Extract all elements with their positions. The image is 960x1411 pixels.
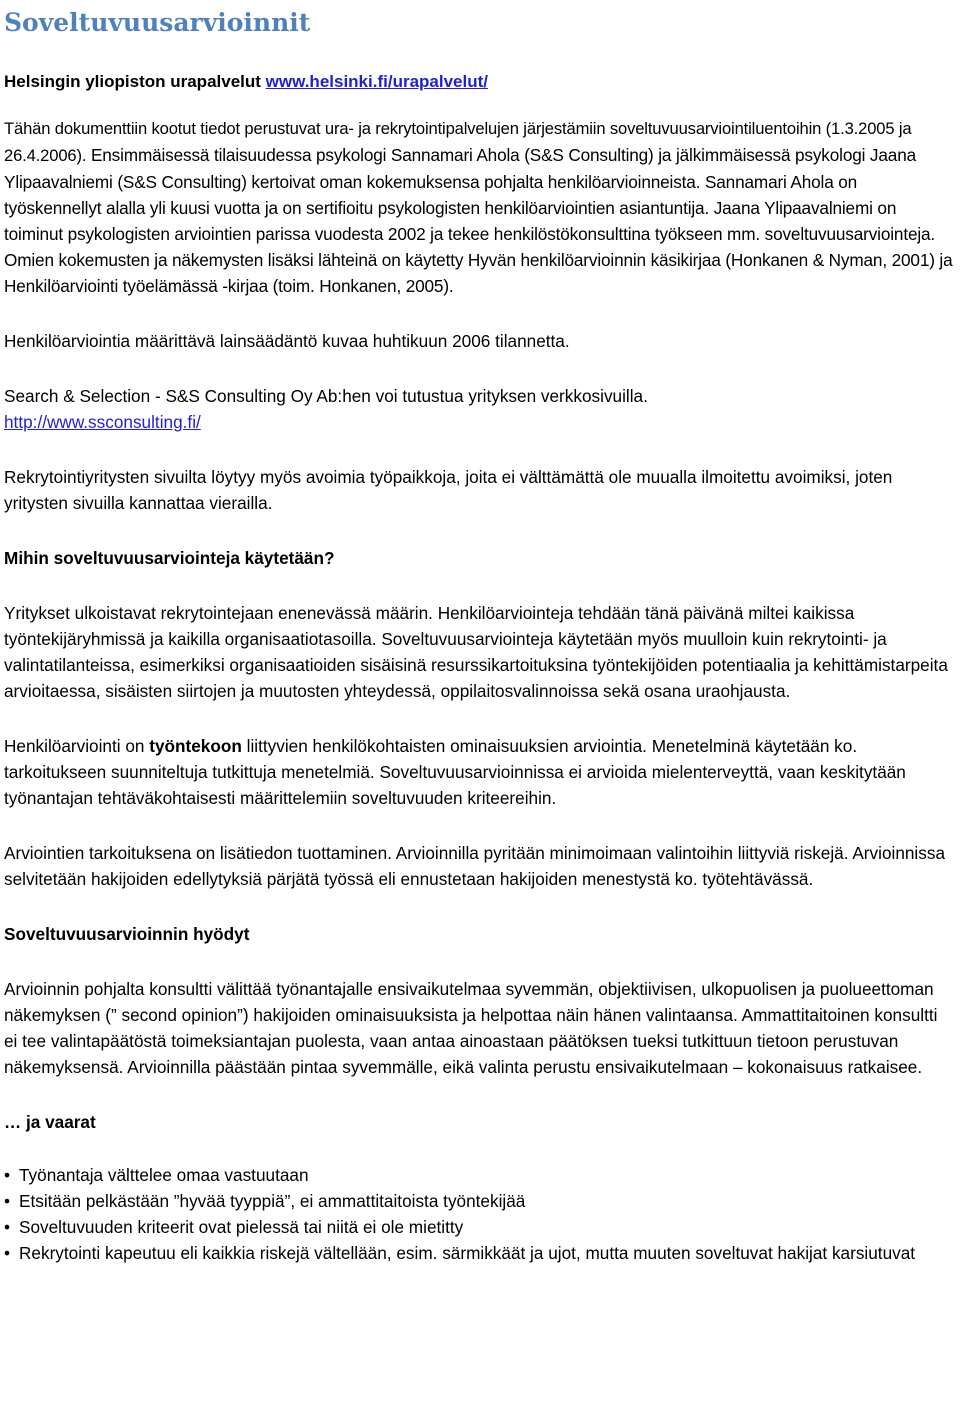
list-item	[4, 1214, 954, 1240]
risk-item-text: Työnantaja välttelee omaa vastuutaan	[19, 1165, 309, 1185]
p2-after: liittyvien henkilökohtaisten ominaisuuksien arviointia. Menetelminä käytetään ko. tarkoitukseen suunniteltuja tutkittuja menetelmiä. Soveltuvuusarvioinnissa ei arvioida mielenterveyttä, vaan keskitytään työnantajan tehtäväkohtaisesti määrittelemiin soveltuvuuden kriteereihin.	[4, 736, 906, 808]
list-item	[4, 1240, 954, 1266]
intro-paragraph	[4, 115, 954, 299]
source-url-link[interactable]: www.helsinki.fi/urapalvelut/	[265, 72, 488, 91]
bullet-icon: •	[4, 1217, 11, 1237]
p2-bold-term: työntekoon	[149, 736, 242, 756]
company-text: Search & Selection - S&S Consulting Oy Ab:hen voi tutustua yrityksen verkkosivuilla.	[4, 386, 648, 406]
source-org: Helsingin yliopiston urapalvelut	[4, 72, 261, 91]
legislation-paragraph: Henkilöarviointia määrittävä lainsäädäntö kuvaa huhtikuun 2006 tilannetta.	[4, 331, 570, 351]
section-why-paragraph-2	[4, 733, 954, 811]
bullet-icon: •	[4, 1243, 11, 1263]
section-why-paragraph-1: Yritykset ulkoistavat rekrytointejaan enenevässä määrin. Henkilöarviointeja tehdään tänä päivänä miltei kaikissa työntekijäryhmissä ja kaikilla organisaatiotasoilla. Soveltuvuusarviointeja käytetään myös muulloin kuin rekrytointi- ja valintatilanteissa, esimerkiksi organisaatioiden sisäisinä resurssikartoituksina työntekijöiden potentiaalia ja kehittämistarpeita arvioitaessa, sisäisten siirtojen ja muutosten yhteydessä, oppilaitosvalinnoissa sekä osana uraohjausta.	[4, 603, 948, 701]
section-why-paragraph-3: Arviointien tarkoituksena on lisätiedon tuottaminen. Arvioinnilla pyritään minimoimaan valintoihin liittyviä riskejä. Arvioinnissa selvitetään hakijoiden edellytyksiä pärjätä työssä eli ennustetaan hakijoiden menestystä ko. työtehtävässä.	[4, 843, 945, 889]
intro-part2: Ensimmäisessä tilaisuudessa psykologi Sannamari Ahola (S&S Consulting) ja jälkimmäisessä psykologi Jaana Ylipaavalniemi (S&S Consulting) kertoivat oman kokemuksensa pohjalta henkilöarvioinneista. Sannamari Ahola on työskennellyt alalla yli kuusi vuotta ja on sertifioitu psykologisten henkilöarviointien asiantuntija. Jaana Ylipaavalniemi on toiminut psykologisten arviointien parissa vuodesta 2002 ja tekee henkilöstökonsulttina työkseen mm. soveltuvuusarviointeja. Omien kokemusten ja näkemysten lisäksi lähteinä on käytetty Hyvän henkilöarvioinnin käsikirjaa (Honkanen & Nyman, 2001) ja Henkilöarviointi työelämässä -kirjaa (toim. Honkanen, 2005).	[4, 145, 953, 296]
recruitment-paragraph: Rekrytointiyritysten sivuilta löytyy myös avoimia työpaikkoja, joita ei välttämättä ole muualla ilmoitettu avoimiksi, joten yritysten sivuilla kannattaa vierailla.	[4, 467, 893, 513]
company-url-link[interactable]: http://www.ssconsulting.fi/	[4, 412, 201, 432]
section-benefits-paragraph: Arvioinnin pohjalta konsultti välittää työnantajalle ensivaikutelmaa syvemmän, objektiivisen, ulkopuolisen ja puolueettoman näkemyksen (” second opinion”) hakijoiden ominaisuuksista ja helpottaa näin hänen valintaansa. Ammattitaitoinen konsultti ei tee valintapäätöstä toimeksiantajan puolesta, vaan antaa ainoastaan päätöksen tueksi tutkittuun tietoon perustuvan näkemyksensä. Arvioinnilla päästään pintaa syvemmälle, eikä valinta perustu ensivaikutelmaan – kokonaisuus ratkaisee.	[4, 979, 938, 1077]
company-paragraph	[4, 383, 954, 435]
risk-item-text: Etsitään pelkästään ”hyvää tyyppiä”, ei ammattitaitoista työntekijää	[19, 1191, 526, 1211]
page-title: Soveltuvuusarvioinnit	[4, 8, 311, 37]
source-line	[4, 69, 954, 95]
p2-before: Henkilöarviointi on	[4, 736, 150, 756]
intro-part1: Tähän dokumenttiin kootut tiedot perustuvat ura- ja rekrytointipalvelujen järjestämiin soveltuvuusarviointiluentoihin (1.3.2005 ja 26.4.2006).	[4, 119, 912, 165]
bullet-icon: •	[4, 1165, 11, 1185]
section-risks-heading: … ja vaarat	[4, 1112, 96, 1132]
list-item	[4, 1162, 954, 1188]
risk-item-text: Rekrytointi kapeutuu eli kaikkia riskejä vältellään, esim. särmikkäät ja ujot, mutta muuten soveltuvat hakijat karsiutuvat	[19, 1243, 916, 1263]
section-why-heading: Mihin soveltuvuusarviointeja käytetään?	[4, 548, 335, 568]
risk-item-text: Soveltuvuuden kriteerit ovat pielessä tai niitä ei ole mietitty	[19, 1217, 464, 1237]
risks-list	[4, 1162, 954, 1266]
section-benefits-heading: Soveltuvuusarvioinnin hyödyt	[4, 924, 250, 944]
bullet-icon: •	[4, 1191, 11, 1211]
list-item	[4, 1188, 954, 1214]
